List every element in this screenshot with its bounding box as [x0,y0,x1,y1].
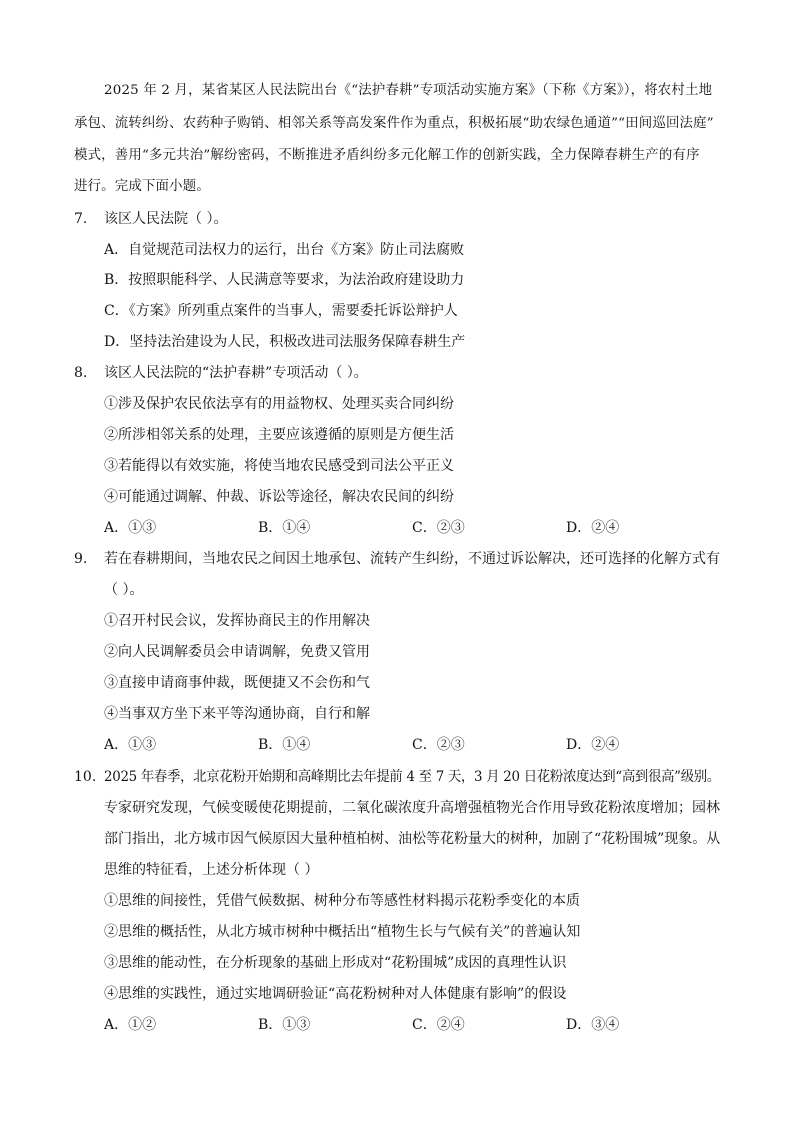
question-7-stem: 该区人民法院（ ）。 [104,211,228,227]
question-7-option-b: B．按照职能科学、人民满意等要求，为法治政府建设助力 [104,272,465,288]
question-10-item-3: ③思维的能动性，在分析现象的基础上形成对“花粉围城”成因的真理性认识 [104,955,567,971]
question-10-item-1: ①思维的间接性，凭借气候数据、树种分布等感性材料揭示花粉季变化的本质 [104,893,580,909]
question-8-choice-c: C．②③ [412,520,465,536]
question-8-choice-b: B．①④ [258,520,311,536]
question-9-stem-line-1: 若在春耕期间，当地农民之间因土地承包、流转产生纠纷，不通过诉讼解决，还可选择的化解方式有 [104,551,720,567]
question-9-number: 9. [74,551,88,567]
question-10-choice-b: B．①③ [258,1017,311,1033]
intro-line-3: 模式，善用“多元共治”解纷密码，不断推进矛盾纠纷多元化解工作的创新实践，全力保障春耕生产的有序 [74,148,700,163]
question-10-item-2: ②思维的概括性，从北方城市树种中概括出“植物生长与气候有关”的普遍认知 [104,924,581,940]
question-8-choice-a: A．①③ [104,520,157,536]
question-8-item-4: ④可能通过调解、仲裁、诉讼等途径，解决农民间的纠纷 [104,489,454,505]
intro-line-4: 进行。完成下面小题。 [74,179,210,194]
question-8-choice-d: D．②④ [566,520,620,536]
question-9-item-4: ④当事双方坐下来平等沟通协商，自行和解 [104,706,370,722]
question-9-choice-d: D．②④ [566,737,620,753]
question-8-item-3: ③若能得以有效实施，将使当地农民感受到司法公平正义 [104,458,454,474]
question-10-choice-a: A．①② [104,1017,157,1033]
question-10-stem-line-2: 专家研究发现，气候变暖使花期提前，二氧化碳浓度升高增强植物光合作用导致花粉浓度增加；园林 [104,800,720,816]
question-8-item-1: ①涉及保护农民依法享有的用益物权、处理买卖合同纠纷 [104,396,454,412]
question-8-number: 8. [74,365,88,381]
question-10-stem-line-4: 思维的特征看，上述分析体现（ ） [104,862,319,878]
question-10-stem-line-3: 部门指出，北方城市因气候原因大量种植柏树、油松等花粉量大的树种，加剧了“花粉围城”现象。从 [104,831,721,847]
question-8-item-2: ②所涉相邻关系的处理，主要应该遵循的原则是方便生活 [104,427,454,443]
question-9-item-2: ②向人民调解委员会申请调解，免费又管用 [104,644,370,660]
question-9-choice-a: A．①③ [104,737,157,753]
question-10-choice-c: C．②④ [412,1017,465,1033]
question-9-choice-c: C．②③ [412,737,465,753]
question-9-stem-line-2: （ ）。 [104,582,144,598]
question-8-stem: 该区人民法院的“法护春耕”专项活动（ ）。 [104,365,368,381]
question-7-option-c: C．《方案》所列重点案件的当事人，需要委托诉讼辩护人 [104,303,458,319]
question-10-stem-line-1: 2025 年春季，北京花粉开始期和高峰期比去年提前 4 至 7 天，3 月 20 日花粉浓度达到“高到很高”级别。 [104,769,720,785]
intro-line-2: 承包、流转纠纷、农药种子购销、相邻关系等高发案件作为重点，积极拓展“助农绿色通道”“田间巡回法庭” [74,116,714,131]
question-7-number: 7. [74,211,88,227]
question-9-choice-b: B．①④ [258,737,311,753]
question-10-number: 10. [74,769,97,785]
question-9-item-1: ①召开村民会议，发挥协商民主的作用解决 [104,613,370,629]
question-10-choice-d: D．③④ [566,1017,620,1033]
intro-line-1: 2025 年 2 月，某省某区人民法院出台《“法护春耕”专项活动实施方案》（下称《方案》），将农村土地 [104,83,713,98]
question-7-option-d: D．坚持法治建设为人民，积极改进司法服务保障春耕生产 [104,334,466,350]
question-9-item-3: ③直接申请商事仲裁，既便捷又不会伤和气 [104,675,370,691]
question-10-item-4: ④思维的实践性，通过实地调研验证“高花粉树种对人体健康有影响”的假设 [104,986,567,1002]
question-7-option-a: A．自觉规范司法权力的运行，出台《方案》防止司法腐败 [104,242,465,258]
